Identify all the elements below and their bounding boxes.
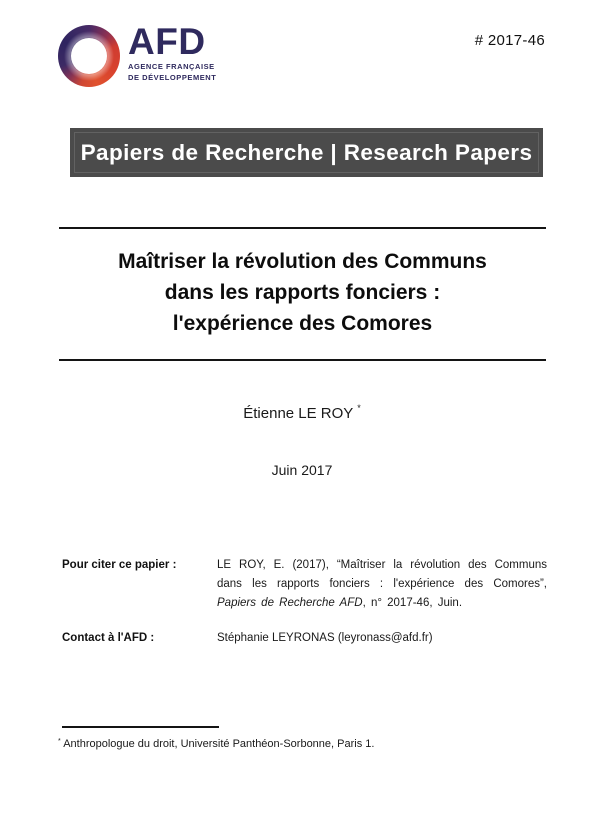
- citation-text: [217, 556, 547, 613]
- footnote-text: Anthropologue du droit, Université Panthéon-Sorbonne, Paris 1.: [63, 738, 375, 750]
- footnote: [58, 734, 538, 752]
- citation-label: Pour citer ce papier :: [62, 559, 177, 571]
- author-footnote-marker: *: [357, 403, 361, 413]
- footnote-marker: *: [58, 738, 61, 745]
- contact-row: [62, 629, 547, 648]
- publication-date: Juin 2017: [271, 462, 333, 478]
- series-banner: [70, 128, 543, 177]
- issue-number: # 2017-46: [474, 32, 545, 49]
- citation-row: [62, 556, 547, 613]
- paper-title: [60, 246, 545, 339]
- paper-title-line2: dans les rapports fonciers :: [164, 281, 441, 304]
- paper-title-line3: l'expérience des Comores: [172, 312, 433, 335]
- title-divider-top: [59, 227, 546, 229]
- afd-logo-wordmark: [128, 21, 217, 82]
- logo-tagline-line1: AGENCE FRANÇAISE: [128, 62, 215, 71]
- contact-label: Contact à l'AFD :: [62, 632, 155, 644]
- logo-acronym: AFD: [128, 21, 206, 62]
- paper-title-line1: Maîtriser la révolution des Communs: [118, 250, 487, 273]
- author-line: [0, 403, 604, 422]
- citation-text-before: LE ROY, E. (2017), “Maîtriser la révolution des Communs dans les rapports fonciers : l'expérience des Comores”,: [217, 559, 547, 590]
- logo-tagline-line2: DE DÉVELOPPEMENT: [128, 73, 217, 82]
- citation-text-after: , n° 2017-46, Juin.: [362, 597, 463, 609]
- afd-logo-icon: [58, 25, 120, 87]
- series-banner-title: Papiers de Recherche | Research Papers: [80, 139, 533, 165]
- citation-journal-name: Papiers de Recherche AFD: [217, 597, 363, 609]
- contact-value: Stéphanie LEYRONAS (leyronass@afd.fr): [217, 632, 433, 644]
- footnote-divider: [62, 726, 219, 728]
- title-divider-bottom: [59, 359, 546, 361]
- author-name: Étienne LE ROY: [243, 405, 354, 422]
